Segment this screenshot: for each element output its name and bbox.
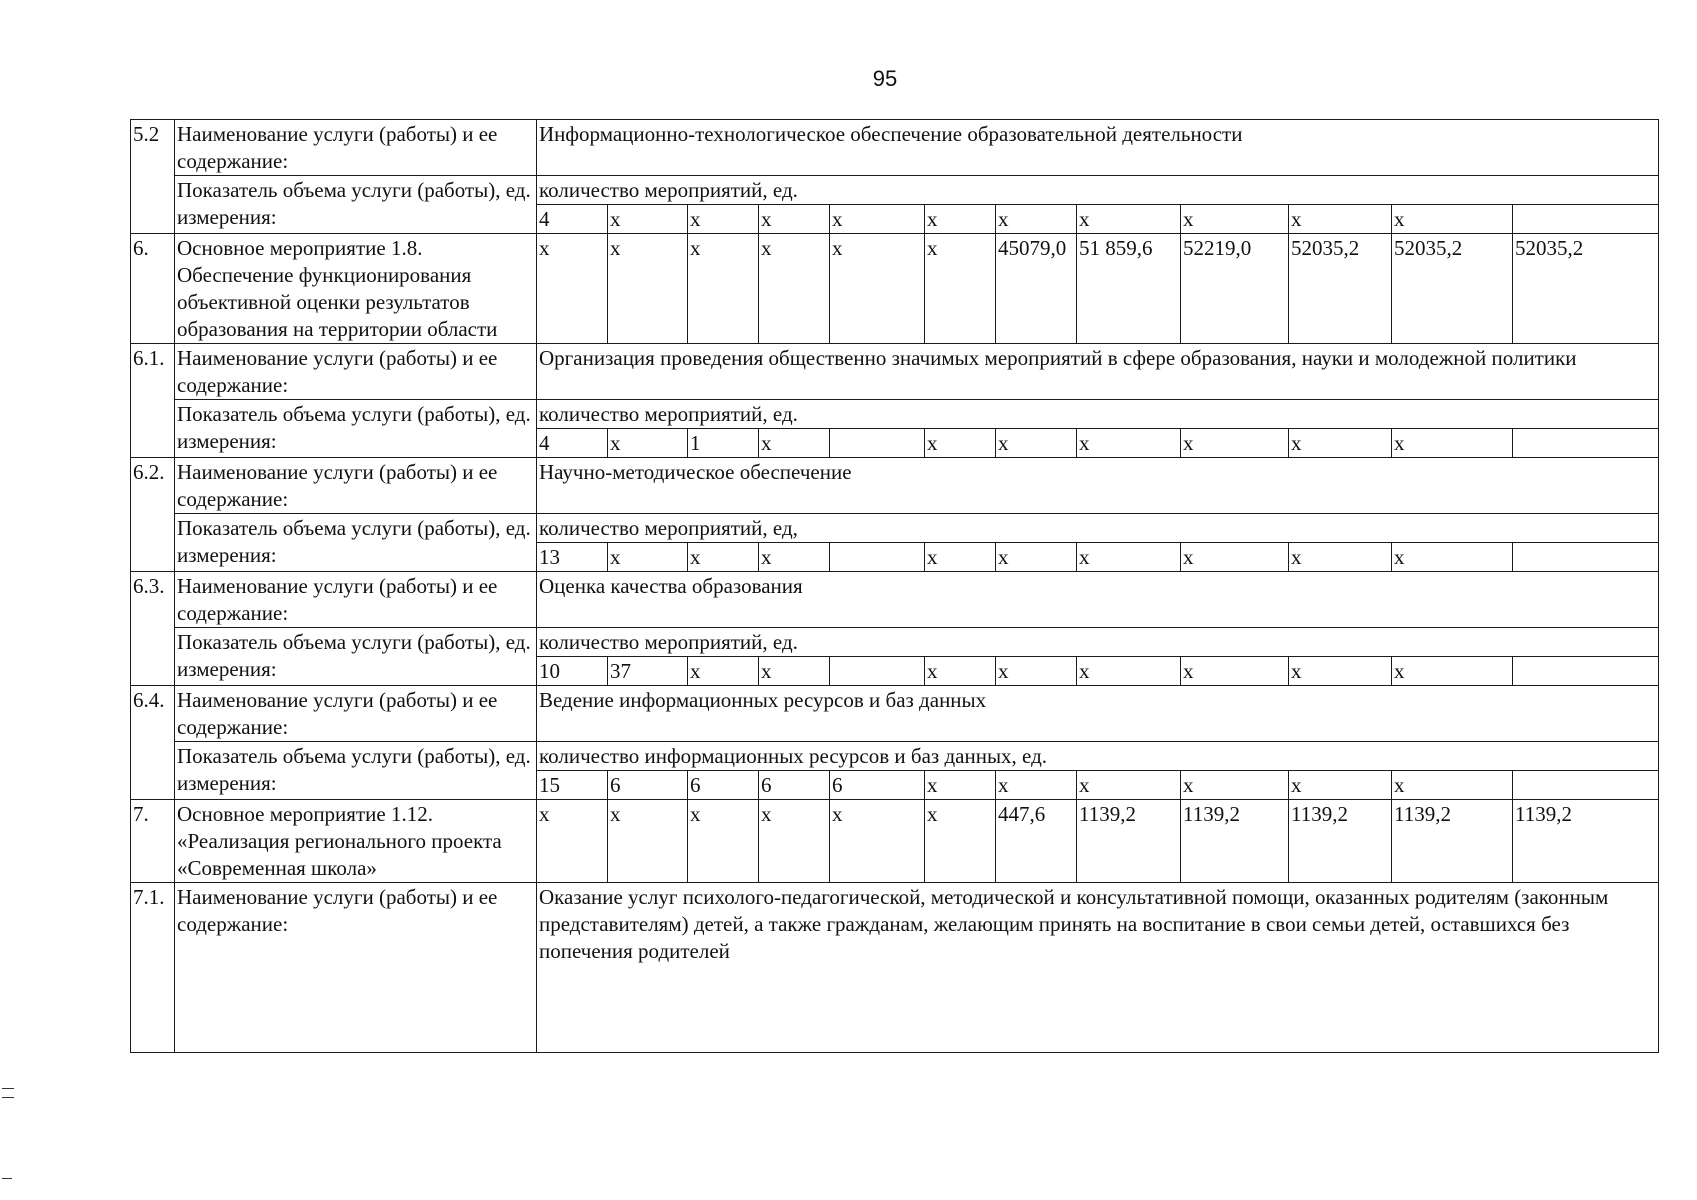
value-cell: 52035,2 <box>1392 234 1513 344</box>
value-cell <box>1513 657 1659 686</box>
unit-description: количество мероприятий, ед. <box>537 400 1659 429</box>
table-row <box>131 176 1659 205</box>
activity-name: Основное мероприятие 1.8. Обеспечение функционирования объективной оценки результатов образования на территории области <box>175 234 537 344</box>
value-cell <box>1513 429 1659 458</box>
volume-indicator-label: Показатель объема услуги (работы), ед. измерения: <box>175 400 537 458</box>
table-row <box>131 686 1659 742</box>
value-cell: x <box>688 543 759 572</box>
service-name-label: Наименование услуги (работы) и ее содержание: <box>175 458 537 514</box>
table-row <box>131 800 1659 883</box>
value-cell: x <box>1289 657 1392 686</box>
value-cell: x <box>830 234 925 344</box>
value-cell: x <box>925 205 996 234</box>
value-cell <box>830 543 925 572</box>
row-number: 7.1. <box>131 883 175 1053</box>
value-cell: x <box>1289 771 1392 800</box>
service-description: Организация проведения общественно значимых мероприятий в сфере образования, науки и молодежной политики <box>537 344 1659 400</box>
table-row <box>131 742 1659 771</box>
value-cell: x <box>1289 543 1392 572</box>
table-row <box>131 120 1659 176</box>
service-description: Ведение информационных ресурсов и баз данных <box>537 686 1659 742</box>
value-cell: x <box>1392 657 1513 686</box>
value-cell: 4 <box>537 205 608 234</box>
value-cell: 1139,2 <box>1392 800 1513 883</box>
value-cell: 1139,2 <box>1513 800 1659 883</box>
table-row <box>131 458 1659 514</box>
value-cell: x <box>1181 657 1289 686</box>
value-cell: x <box>1289 205 1392 234</box>
value-cell: x <box>1181 543 1289 572</box>
value-cell: x <box>1181 771 1289 800</box>
value-cell: x <box>608 800 688 883</box>
service-description: Информационно-технологическое обеспечение образовательной деятельности <box>537 120 1659 176</box>
scan-mark <box>2 1088 14 1089</box>
value-cell: x <box>537 234 608 344</box>
services-table <box>130 119 1659 1053</box>
service-description: Научно-методическое обеспечение <box>537 458 1659 514</box>
page-number: 95 <box>872 66 898 91</box>
activity-name: Основное мероприятие 1.12. «Реализация регионального проекта «Современная школа» <box>175 800 537 883</box>
value-cell: 45079,0 <box>996 234 1077 344</box>
table-row <box>131 514 1659 543</box>
scan-mark <box>2 1178 12 1179</box>
value-cell: x <box>996 205 1077 234</box>
value-cell: x <box>1077 429 1181 458</box>
value-cell: x <box>996 771 1077 800</box>
value-cell: x <box>688 800 759 883</box>
row-number: 6.1. <box>131 344 175 458</box>
volume-indicator-label: Показатель объема услуги (работы), ед. измерения: <box>175 628 537 686</box>
row-number: 6.3. <box>131 572 175 686</box>
value-cell: 1 <box>688 429 759 458</box>
value-cell: x <box>688 657 759 686</box>
volume-indicator-label: Показатель объема услуги (работы), ед. измерения: <box>175 742 537 800</box>
value-cell: 52035,2 <box>1513 234 1659 344</box>
scan-mark <box>2 1097 14 1098</box>
value-cell: 6 <box>830 771 925 800</box>
value-cell: x <box>608 543 688 572</box>
table-row <box>131 628 1659 657</box>
value-cell: 447,6 <box>996 800 1077 883</box>
value-cell: x <box>830 205 925 234</box>
value-cell: 6 <box>688 771 759 800</box>
value-cell: x <box>688 205 759 234</box>
value-cell: 37 <box>608 657 688 686</box>
value-cell: x <box>1392 771 1513 800</box>
value-cell: x <box>608 234 688 344</box>
value-cell <box>1513 771 1659 800</box>
value-cell: x <box>1077 543 1181 572</box>
value-cell: 51 859,6 <box>1077 234 1181 344</box>
value-cell: 4 <box>537 429 608 458</box>
value-cell: x <box>608 429 688 458</box>
value-cell <box>1513 543 1659 572</box>
value-cell: x <box>1392 543 1513 572</box>
value-cell: x <box>688 234 759 344</box>
value-cell: 15 <box>537 771 608 800</box>
row-number: 6.4. <box>131 686 175 800</box>
service-name-label: Наименование услуги (работы) и ее содержание: <box>175 686 537 742</box>
value-cell: x <box>925 429 996 458</box>
value-cell: x <box>1181 205 1289 234</box>
value-cell: x <box>996 429 1077 458</box>
service-name-label: Наименование услуги (работы) и ее содержание: <box>175 883 537 1053</box>
value-cell: 10 <box>537 657 608 686</box>
service-description: Оказание услуг психолого-педагогической, методической и консультативной помощи, оказанных родителям (законным представителям) детей, а также гражданам, желающим принять на воспитание в свои семьи детей, оставшихся без попечения родителей <box>537 883 1659 1053</box>
value-cell: x <box>1392 429 1513 458</box>
unit-description: количество мероприятий, ед. <box>537 628 1659 657</box>
value-cell: x <box>996 657 1077 686</box>
value-cell: x <box>537 800 608 883</box>
value-cell: x <box>759 205 830 234</box>
value-cell: x <box>759 429 830 458</box>
value-cell: 52219,0 <box>1181 234 1289 344</box>
value-cell <box>830 657 925 686</box>
table-row <box>131 572 1659 628</box>
value-cell <box>830 429 925 458</box>
value-cell: x <box>608 205 688 234</box>
unit-description: количество информационных ресурсов и баз данных, ед. <box>537 742 1659 771</box>
value-cell: x <box>925 800 996 883</box>
value-cell: 1139,2 <box>1181 800 1289 883</box>
value-cell: x <box>1077 771 1181 800</box>
volume-indicator-label: Показатель объема услуги (работы), ед. измерения: <box>175 514 537 572</box>
value-cell: x <box>759 543 830 572</box>
value-cell: x <box>830 800 925 883</box>
value-cell: x <box>925 771 996 800</box>
value-cell: x <box>925 234 996 344</box>
value-cell: x <box>996 543 1077 572</box>
service-name-label: Наименование услуги (работы) и ее содержание: <box>175 120 537 176</box>
table-row <box>131 400 1659 429</box>
value-cell: x <box>759 234 830 344</box>
row-number: 5.2 <box>131 120 175 234</box>
value-cell: x <box>925 657 996 686</box>
row-number: 6. <box>131 234 175 344</box>
unit-description: количество мероприятий, ед, <box>537 514 1659 543</box>
value-cell: x <box>1289 429 1392 458</box>
table-row <box>131 344 1659 400</box>
volume-indicator-label: Показатель объема услуги (работы), ед. измерения: <box>175 176 537 234</box>
value-cell: x <box>759 800 830 883</box>
row-number: 7. <box>131 800 175 883</box>
row-number: 6.2. <box>131 458 175 572</box>
value-cell: 13 <box>537 543 608 572</box>
service-name-label: Наименование услуги (работы) и ее содержание: <box>175 344 537 400</box>
service-description: Оценка качества образования <box>537 572 1659 628</box>
value-cell: 52035,2 <box>1289 234 1392 344</box>
value-cell <box>1513 205 1659 234</box>
value-cell: x <box>1181 429 1289 458</box>
value-cell: 6 <box>608 771 688 800</box>
value-cell: 1139,2 <box>1077 800 1181 883</box>
unit-description: количество мероприятий, ед. <box>537 176 1659 205</box>
value-cell: 6 <box>759 771 830 800</box>
value-cell: x <box>1077 205 1181 234</box>
service-name-label: Наименование услуги (работы) и ее содержание: <box>175 572 537 628</box>
value-cell: x <box>925 543 996 572</box>
value-cell: 1139,2 <box>1289 800 1392 883</box>
table-row <box>131 883 1659 1053</box>
value-cell: x <box>759 657 830 686</box>
value-cell: x <box>1392 205 1513 234</box>
value-cell: x <box>1077 657 1181 686</box>
table-row <box>131 234 1659 344</box>
